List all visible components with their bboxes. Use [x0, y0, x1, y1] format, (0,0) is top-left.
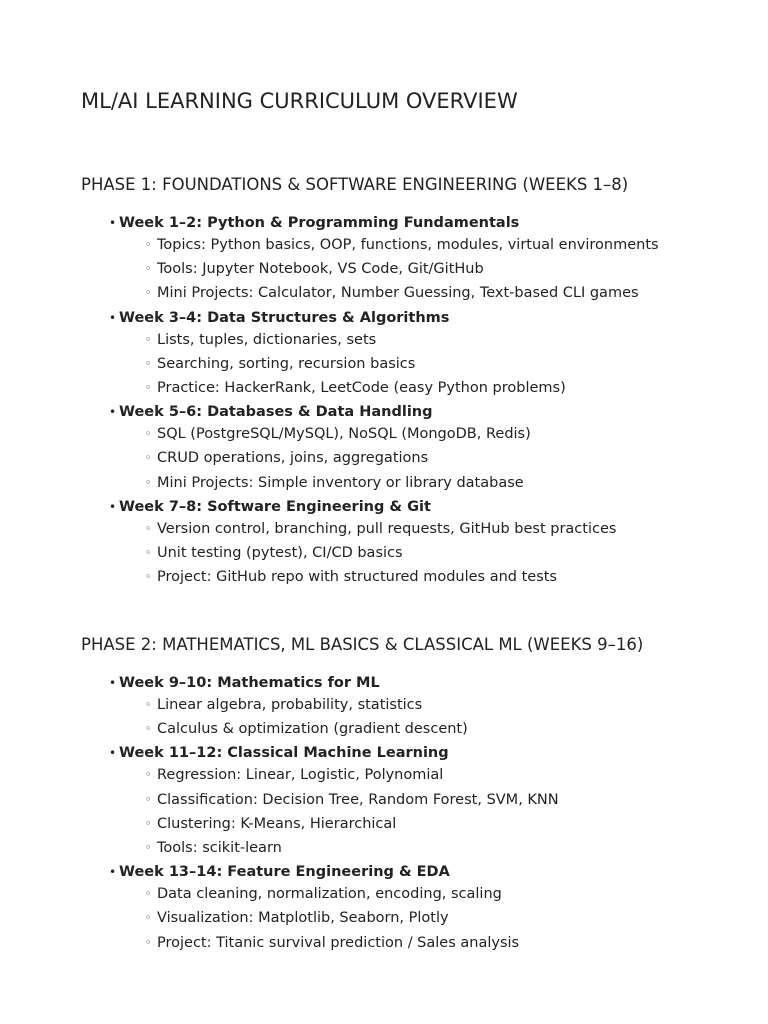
detail-list-item — [119, 789, 761, 813]
bullet-icon: • — [109, 676, 117, 690]
week-detail-list — [119, 234, 761, 307]
week-list-item — [81, 308, 761, 402]
week-title-row — [109, 308, 761, 329]
detail-text: Project: GitHub repo with structured modules and tests — [157, 569, 557, 586]
week-title: Week 1–2: Python & Programming Fundamentals — [119, 215, 520, 231]
week-title-row — [109, 497, 761, 518]
detail-list-item — [119, 377, 761, 401]
bullet-icon: • — [109, 405, 117, 420]
detail-list-item — [119, 447, 761, 471]
week-title: Week 9–10: Mathematics for ML — [119, 675, 380, 691]
detail-text: Project: Titanic survival prediction / Sales analysis — [157, 934, 520, 951]
week-detail-list — [119, 518, 761, 591]
hollow-bullet-icon: ◦ — [145, 911, 152, 925]
detail-list-item — [119, 718, 761, 742]
bullet-icon: • — [109, 865, 117, 880]
detail-list-item — [119, 542, 761, 566]
hollow-bullet-icon: ◦ — [145, 286, 152, 300]
bullet-icon: • — [109, 310, 117, 325]
detail-list-item — [119, 282, 761, 306]
detail-text: Tools: scikit-learn — [157, 839, 282, 856]
week-title: Week 7–8: Software Engineering & Git — [119, 498, 431, 515]
week-title-row — [109, 402, 761, 423]
detail-text: Version control, branching, pull requests, GitHub best practices — [157, 520, 617, 537]
hollow-bullet-icon: ◦ — [145, 521, 152, 535]
detail-text: Unit testing (pytest), CI/CD basics — [157, 544, 403, 561]
detail-list-item — [119, 234, 761, 258]
week-list-item — [81, 743, 761, 861]
detail-text: Classification: Decision Tree, Random Forest, SVM, KNN — [157, 791, 559, 808]
week-detail-list — [119, 764, 761, 861]
detail-text: Mini Projects: Calculator, Number Guessing, Text-based CLI games — [157, 285, 639, 302]
hollow-bullet-icon: ◦ — [145, 332, 152, 346]
hollow-bullet-icon: ◦ — [145, 545, 152, 559]
week-title: Week 11–12: Classical Machine Learning — [119, 745, 449, 762]
hollow-bullet-icon: ◦ — [145, 935, 152, 949]
detail-text: Practice: HackerRank, LeetCode (easy Python problems) — [157, 379, 566, 396]
detail-list-item — [119, 353, 761, 377]
week-detail-list — [119, 694, 761, 742]
hollow-bullet-icon: ◦ — [145, 768, 152, 782]
hollow-bullet-icon: ◦ — [145, 887, 152, 901]
detail-list-item — [119, 764, 761, 788]
hollow-bullet-icon: ◦ — [145, 356, 152, 370]
hollow-bullet-icon: ◦ — [145, 451, 152, 465]
hollow-bullet-icon: ◦ — [145, 722, 152, 736]
hollow-bullet-icon: ◦ — [145, 816, 152, 830]
hollow-bullet-icon: ◦ — [145, 570, 152, 584]
week-list-item — [81, 862, 761, 956]
detail-list-item — [119, 813, 761, 837]
week-title-row — [109, 743, 761, 764]
detail-list-item — [119, 907, 761, 931]
detail-text: Visualization: Matplotlib, Seaborn, Plotly — [157, 910, 449, 927]
week-title-row — [109, 862, 761, 883]
detail-list-item — [119, 423, 761, 447]
phase-1-week-list — [81, 213, 761, 591]
detail-text: Mini Projects: Simple inventory or library database — [157, 474, 524, 491]
detail-list-item — [119, 566, 761, 590]
phase-1-heading: PHASE 1: FOUNDATIONS & SOFTWARE ENGINEERING (WEEKS 1–8) — [81, 175, 629, 194]
detail-list-item — [119, 472, 761, 496]
bullet-icon: • — [109, 746, 117, 761]
week-list-item — [81, 213, 761, 307]
week-detail-list — [119, 423, 761, 496]
detail-text: Regression: Linear, Logistic, Polynomial — [157, 767, 444, 784]
bullet-icon: • — [109, 499, 117, 514]
detail-text: Topics: Python basics, OOP, functions, modules, virtual environments — [157, 237, 659, 253]
hollow-bullet-icon: ◦ — [145, 698, 152, 711]
detail-list-item — [119, 258, 761, 282]
detail-text: CRUD operations, joins, aggregations — [157, 450, 429, 467]
document-title: ML/AI LEARNING CURRICULUM OVERVIEW — [81, 89, 518, 113]
hollow-bullet-icon: ◦ — [145, 238, 152, 251]
detail-text: Linear algebra, probability, statistics — [157, 697, 423, 713]
detail-list-item — [119, 883, 761, 907]
hollow-bullet-icon: ◦ — [145, 262, 152, 276]
week-detail-list — [119, 329, 761, 402]
detail-list-item — [119, 932, 761, 956]
detail-text: Lists, tuples, dictionaries, sets — [157, 331, 377, 348]
detail-text: Tools: Jupyter Notebook, VS Code, Git/GitHub — [157, 261, 484, 278]
phase-2-heading: PHASE 2: MATHEMATICS, ML BASICS & CLASSICAL ML (WEEKS 9–16) — [81, 635, 644, 654]
bullet-icon: • — [109, 216, 117, 230]
detail-list-item — [119, 694, 761, 718]
detail-list-item — [119, 329, 761, 353]
week-detail-list — [119, 883, 761, 956]
week-list-item — [81, 497, 761, 591]
week-title: Week 3–4: Data Structures & Algorithms — [119, 309, 450, 326]
phase-2-week-list — [81, 673, 761, 957]
hollow-bullet-icon: ◦ — [145, 475, 152, 489]
week-title: Week 13–14: Feature Engineering & EDA — [119, 864, 450, 881]
hollow-bullet-icon: ◦ — [145, 792, 152, 806]
detail-text: Calculus & optimization (gradient descent) — [157, 721, 468, 738]
detail-text: Searching, sorting, recursion basics — [157, 355, 416, 372]
week-list-item — [81, 673, 761, 742]
detail-text: Data cleaning, normalization, encoding, scaling — [157, 886, 502, 903]
detail-text: SQL (PostgreSQL/MySQL), NoSQL (MongoDB, Redis) — [157, 426, 531, 443]
hollow-bullet-icon: ◦ — [145, 840, 152, 854]
hollow-bullet-icon: ◦ — [145, 380, 152, 394]
detail-list-item — [119, 518, 761, 542]
detail-text: Clustering: K-Means, Hierarchical — [157, 815, 397, 832]
week-title-row — [109, 673, 761, 694]
week-title-row — [109, 213, 761, 234]
week-list-item — [81, 402, 761, 496]
week-title: Week 5–6: Databases & Data Handling — [119, 404, 433, 421]
detail-list-item — [119, 837, 761, 861]
hollow-bullet-icon: ◦ — [145, 427, 152, 441]
